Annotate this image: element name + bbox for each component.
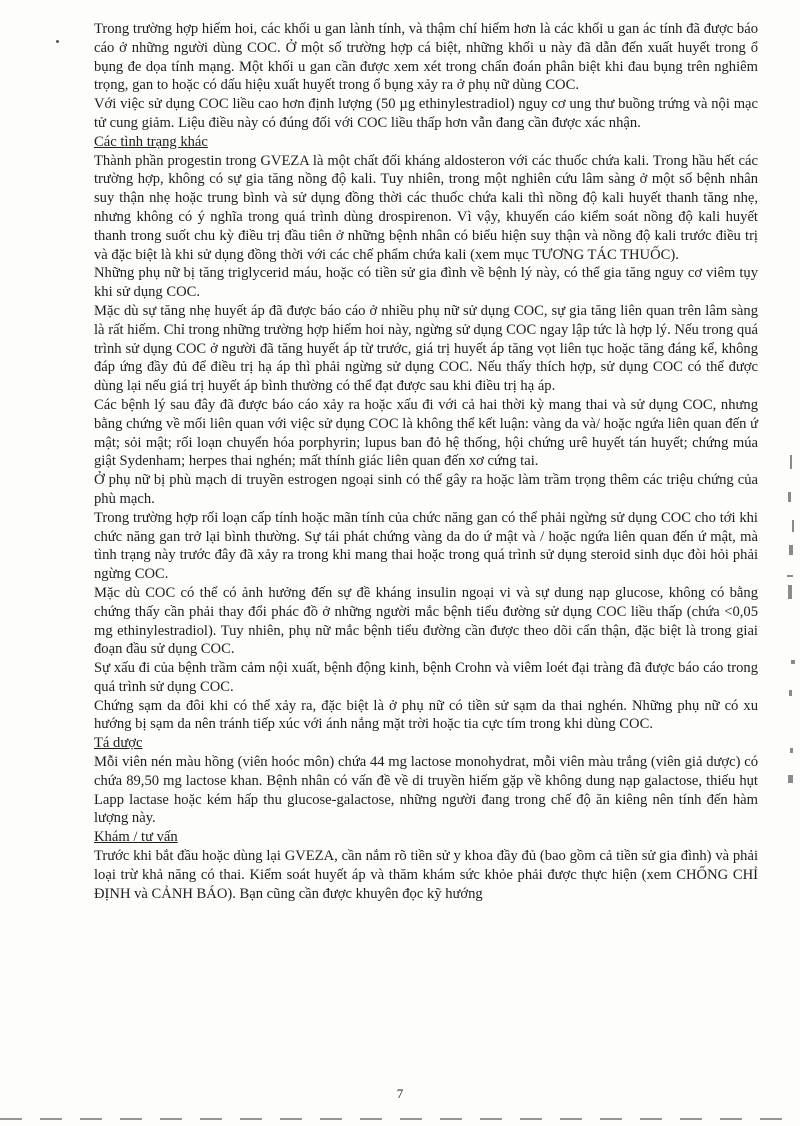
page-number: 7 [396, 1086, 404, 1101]
body-paragraph: Sự xấu đi của bệnh trầm cảm nội xuất, bệnh động kinh, bệnh Crohn và viêm loét đại tràng đã được báo cáo trong quá trình sử dụng COC. [94, 660, 758, 695]
body-paragraph: Những phụ nữ bị tăng triglycerid máu, hoặc có tiền sử gia đình về bệnh lý này, có thể gia tăng nguy cơ viêm tụy khi sử dụng COC. [94, 265, 758, 301]
document-body [94, 20, 758, 903]
section-heading: Khám / tư vấn [94, 829, 178, 846]
body-paragraph: Chứng sạm da đôi khi có thể xảy ra, đặc biệt là ở phụ nữ có tiền sử sạm da thai nghén. Những phụ nữ có xu hướng bị sạm da nên tránh tiếp xúc với ánh nắng mặt trời hoặc tia cực tím trong khi dùng COC. [94, 697, 758, 733]
body-paragraph: Trước khi bắt đầu hoặc dùng lại GVEZA, cần nắm rõ tiền sử y khoa đầy đủ (bao gồm cả tiền sử gia đình) và phải loại trừ khả năng có thai. Kiểm soát huyết áp và thăm khám sức khỏe phải được thực hiện (xem CHỐNG CHỈ ĐỊNH và CẢNH BÁO). Bạn cũng cần được khuyên đọc kỹ hướng [94, 848, 758, 902]
body-paragraph: Với việc sử dụng COC liều cao hơn định lượng (50 µg ethinylestradiol) nguy cơ ung thư buồng trứng và nội mạc tử cung giảm. Liệu điều này có đúng đối với COC liều thấp hơn vẫn đang cần được xác nhận. [94, 96, 758, 131]
section-heading: Tá dược [94, 735, 143, 752]
scan-margin-marks [770, 0, 800, 1126]
section-heading: Các tình trạng khác [94, 133, 208, 150]
body-paragraph: Thành phần progestin trong GVEZA là một chất đối kháng aldosteron với các thuốc chứa kali. Trong hầu hết các trường hợp, không có sự gia tăng nồng độ kali. Tuy nhiên, trong một nghiên cứu lâm sàng ở một số bệnh nhân suy thận nhẹ hoặc trung bình và sử dụng đồng thời các thuốc chứa kali thì nồng độ kali huyết thanh tăng nhẹ, nhưng không có ý nghĩa trong quá trình dùng drospirenon. Vì vậy, khuyến cáo kiểm soát nồng độ kali huyết thanh trong suốt chu kỳ điều trị đầu tiên ở những bệnh nhân có biểu hiện suy thận và nồng độ kali trước điều trị và đặc biệt là khi sử dụng đồng thời với các chế phẩm chứa kali (xem mục TƯƠNG TÁC THUỐC). [94, 152, 758, 263]
body-paragraph: Trong trường hợp rối loạn cấp tính hoặc mãn tính của chức năng gan có thể phải ngừng sử dụng COC cho tới khi chức năng gan trở lại bình thường. Sự tái phát chứng vàng da do ứ mật và / hoặc ngứa liên quan đến ứ mật, mà tình trạng này trước đây đã xảy ra trong khi mang thai hoặc trong quá trình sử dụng steroid sinh dục đòi hỏi phải ngừng COC. [94, 509, 758, 583]
body-paragraph: Mặc dù sự tăng nhẹ huyết áp đã được báo cáo ở nhiều phụ nữ sử dụng COC, sự gia tăng liên quan trên lâm sàng là rất hiếm. Chỉ trong những trường hợp hiếm hoi này, ngừng sử dụng COC ngay lập tức là hợp lý. Nếu trong quá trình sử dụng COC ở người đã tăng huyết áp từ trước, giá trị huyết áp tăng vọt liên tục hoặc tăng đáng kể, không đáp ứng đầy đủ để điều trị hạ áp thì phải ngừng sử dụng COC. Nếu thấy thích hợp, sử dụng COC có thể được dùng lại nếu giá trị huyết áp bình thường có thể đạt được sau khi điều trị hạ áp. [94, 302, 758, 395]
body-paragraph: Mỗi viên nén màu hồng (viên hoóc môn) chứa 44 mg lactose monohydrat, mỗi viên màu trắng (viên giả dược) có chứa 89,50 mg lactose khan. Bệnh nhân có vấn đề về di truyền hiếm gặp về không dung nạp galactose, thiếu hụt Lapp lactase hoặc kém hấp thu glucose-galactose, những người đang trong chế độ ăn kiêng nên tính đến hàm lượng này. [94, 754, 758, 827]
body-paragraph: Mặc dù COC có thể có ảnh hưởng đến sự đề kháng insulin ngoại vi và sự dung nạp glucose, không có bằng chứng thấy cần phải thay đổi phác đồ ở những người mắc bệnh tiểu đường sử dụng COC liều thấp (chứa <0,05 mg ethinylestradiol). Tuy nhiên, phụ nữ mắc bệnh tiểu đường cần được theo dõi cẩn thận, đặc biệt là trong giai đoạn đầu sử dụng COC. [94, 584, 758, 658]
body-paragraph: Các bệnh lý sau đây đã được báo cáo xảy ra hoặc xấu đi với cả hai thời kỳ mang thai và sử dụng COC, nhưng bằng chứng về mối liên quan với việc sử dụng COC là không thể kết luận: vàng da và/ hoặc ngứa liên quan đến ứ mật; sỏi mật; rối loạn chuyển hóa porphyrin; lupus ban đỏ hệ thống, hội chứng urê huyết tán huyết; chứng múa giật Sydenham; herpes thai nghén; mất thính giác liên quan đến xơ cứng tai. [94, 396, 758, 470]
body-paragraph: Trong trường hợp hiếm hoi, các khối u gan lành tính, và thậm chí hiếm hơn là các khối u gan ác tính đã được báo cáo ở những người dùng COC. Ở một số trường hợp cá biệt, những khối u này đã dẫn đến xuất huyết trong ổ bụng đe dọa tính mạng. Một khối u gan cần được xem xét trong chẩn đoán phân biệt khi đau bụng trên nghiêm trọng, gan to hoặc có dấu hiệu xuất huyết trong ổ bụng xảy ra ở phụ nữ dùng COC. [94, 21, 758, 94]
body-paragraph: Ở phụ nữ bị phù mạch di truyền estrogen ngoại sinh có thể gây ra hoặc làm trầm trọng thêm các triệu chứng của phù mạch. [94, 472, 758, 507]
scan-bottom-edge [0, 1118, 800, 1120]
margin-dot [56, 40, 59, 43]
